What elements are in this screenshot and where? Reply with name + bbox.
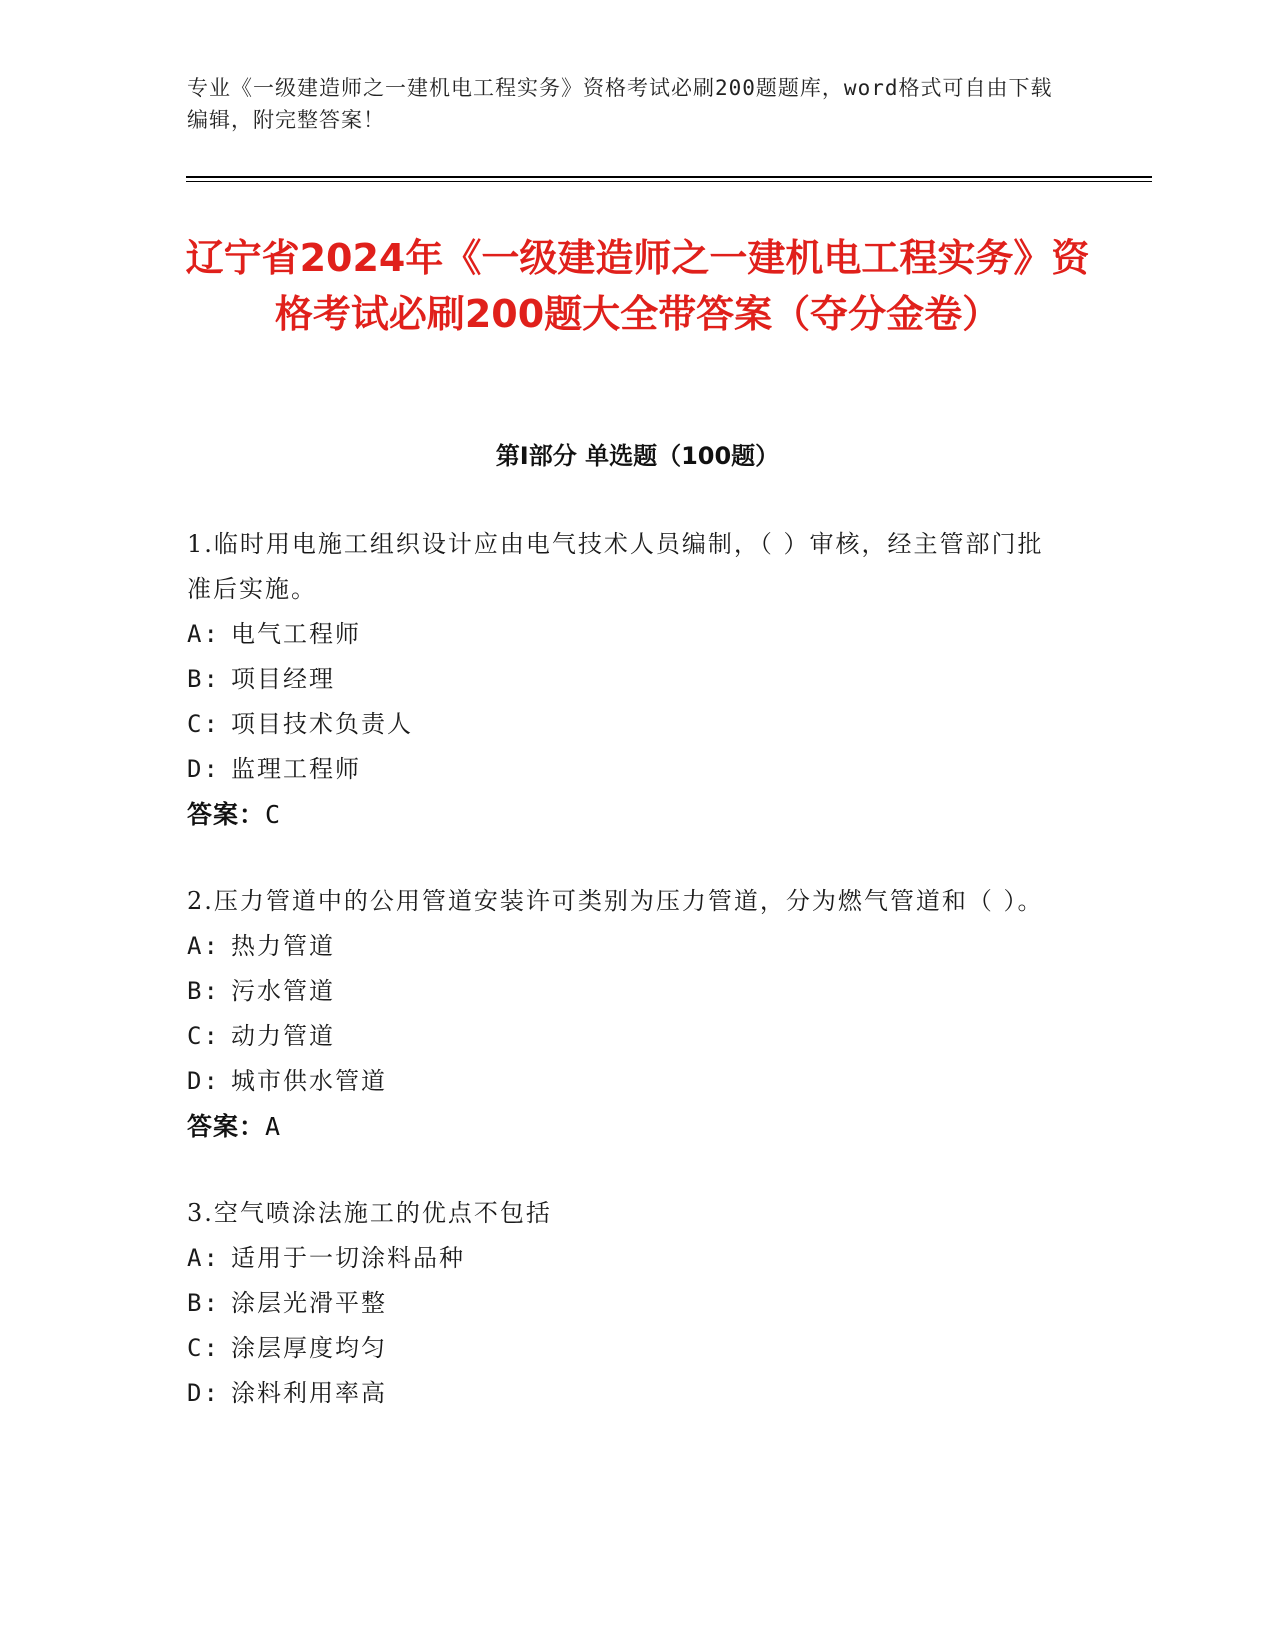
- option-c: [187, 1014, 1067, 1059]
- answer-line: [187, 1104, 1067, 1149]
- option-key: D:: [187, 1067, 220, 1095]
- answer-value: C: [265, 800, 282, 829]
- question-text: 2.压力管道中的公用管道安装许可类别为压力管道，分为燃气管道和（ ）。: [187, 887, 1044, 915]
- option-key: B:: [187, 977, 220, 1005]
- document-title: 辽宁省2024年《一级建造师之一建机电工程实务》资格考试必刷200题大全带答案（夺分金卷）: [185, 236, 1090, 336]
- option-text: 污水管道: [231, 977, 335, 1005]
- option-text: 适用于一切涂料品种: [231, 1244, 465, 1272]
- option-b: [187, 1281, 1067, 1326]
- option-c: [187, 702, 1067, 747]
- answer-line: [187, 792, 1067, 837]
- option-a: [187, 1236, 1067, 1281]
- header-rule-thin: [186, 181, 1152, 182]
- option-d: [187, 747, 1067, 792]
- option-key: A:: [187, 932, 220, 960]
- option-key: D:: [187, 755, 220, 783]
- option-key: B:: [187, 1289, 220, 1317]
- option-key: C:: [187, 1334, 220, 1362]
- answer-label: 答案：: [187, 800, 266, 829]
- option-text: 电气工程师: [231, 620, 361, 648]
- option-text: 涂层光滑平整: [231, 1289, 387, 1317]
- question-item: [187, 879, 1067, 1149]
- option-c: [187, 1326, 1067, 1371]
- option-key: B:: [187, 665, 220, 693]
- answer-value: A: [265, 1112, 282, 1141]
- option-d: [187, 1059, 1067, 1104]
- option-a: [187, 612, 1067, 657]
- option-b: [187, 657, 1067, 702]
- option-text: 热力管道: [231, 932, 335, 960]
- option-key: A:: [187, 620, 220, 648]
- header-note: 专业《一级建造师之一建机电工程实务》资格考试必刷200题题库，word格式可自由下载编辑，附完整答案！: [187, 76, 1053, 132]
- question-text: 3.空气喷涂法施工的优点不包括: [187, 1199, 552, 1227]
- question-list: [187, 522, 1067, 1458]
- option-text: 动力管道: [231, 1022, 335, 1050]
- header-rule-thick: [186, 176, 1152, 178]
- option-text: 监理工程师: [231, 755, 361, 783]
- question-item: [187, 522, 1067, 837]
- option-text: 涂料利用率高: [231, 1379, 387, 1407]
- option-d: [187, 1371, 1067, 1416]
- option-text: 城市供水管道: [231, 1067, 387, 1095]
- answer-label: 答案：: [187, 1112, 266, 1141]
- option-key: C:: [187, 1022, 220, 1050]
- option-b: [187, 969, 1067, 1014]
- option-key: D:: [187, 1379, 220, 1407]
- option-text: 项目经理: [231, 665, 335, 693]
- option-key: C:: [187, 710, 220, 738]
- option-text: 涂层厚度均匀: [231, 1334, 387, 1362]
- question-text: 1.临时用电施工组织设计应由电气技术人员编制，（ ）审核，经主管部门批准后实施。: [187, 530, 1044, 603]
- section-heading: 第Ⅰ部分 单选题（100题）: [495, 442, 780, 470]
- question-item: [187, 1191, 1067, 1416]
- option-a: [187, 924, 1067, 969]
- option-key: A:: [187, 1244, 220, 1272]
- option-text: 项目技术负责人: [231, 710, 413, 738]
